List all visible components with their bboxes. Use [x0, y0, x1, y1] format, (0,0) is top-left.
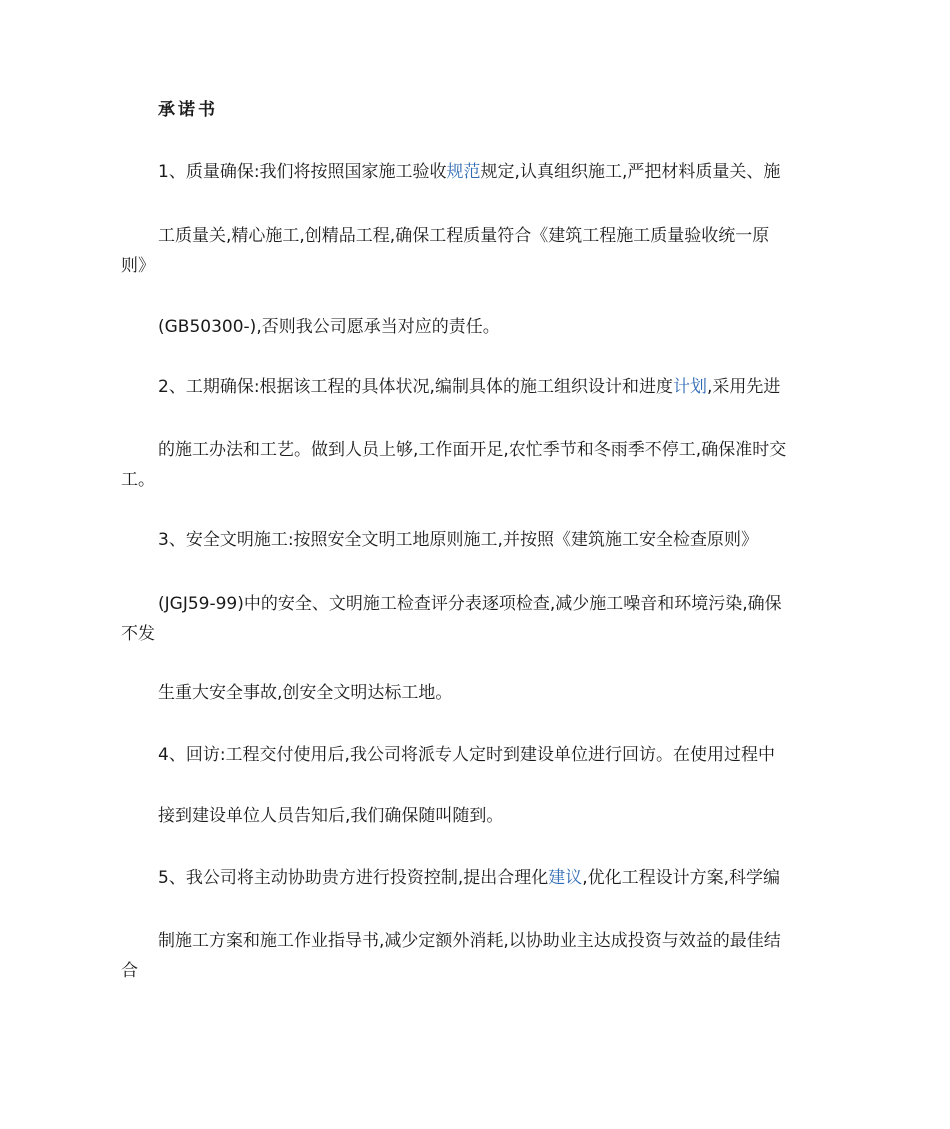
text-span: 5、我公司将主动协助贵方进行投资控制,提出合理化	[158, 868, 549, 888]
paragraph-2-line-1	[0, 371, 950, 403]
paragraph-5-line-1	[0, 862, 950, 894]
paragraph-3-line-2: (JGJ59-99)中的安全、文明施工检查评分表逐项检查,减少施工噪音和环境污染,确保	[158, 594, 782, 614]
text-span: ,采用先进	[706, 377, 781, 397]
document-title: 承诺书	[158, 100, 218, 120]
paragraph-3-line-3: 不发	[121, 624, 155, 644]
paragraph-1-line-3: 则》	[121, 256, 155, 276]
paragraph-1-line-2: 工质量关,精心施工,创精品工程,确保工程质量符合《建筑工程施工质量验收统一原	[158, 226, 770, 246]
text-span: 规定,认真组织施工,严把材料质量关、施	[480, 162, 781, 182]
text-span: ,优化工程设计方案,科学编	[582, 868, 781, 888]
paragraph-2-line-2: 的施工办法和工艺。做到人员上够,工作面开足,农忙季节和冬雨季不停工,确保准时交	[158, 440, 787, 460]
paragraph-3-line-4: 生重大安全事故,创安全文明达标工地。	[158, 683, 453, 703]
paragraph-1-line-4: (GB50300-),否则我公司愿承当对应的责任。	[158, 317, 500, 337]
text-span: 2、工期确保:根据该工程的具体状况,编制具体的施工组织设计和进度	[158, 377, 673, 397]
paragraph-2-line-3: 工。	[121, 470, 155, 490]
link-jihua[interactable]: 计划	[672, 377, 707, 397]
paragraph-1-line-1	[0, 156, 950, 188]
link-jianyi[interactable]: 建议	[548, 868, 583, 888]
text-span: 1、质量确保:我们将按照国家施工验收	[158, 162, 447, 182]
paragraph-3-line-1: 3、安全文明施工:按照安全文明工地原则施工,并按照《建筑施工安全检查原则》	[158, 530, 758, 550]
paragraph-4-line-1: 4、回访:工程交付使用后,我公司将派专人定时到建设单位进行回访。在使用过程中	[158, 745, 775, 765]
paragraph-5-line-3: 合	[121, 961, 138, 981]
paragraph-5-line-2: 制施工方案和施工作业指导书,减少定额外消耗,以协助业主达成投资与效益的最佳结	[158, 931, 781, 951]
paragraph-4-line-2: 接到建设单位人员告知后,我们确保随叫随到。	[158, 806, 504, 826]
link-guifan[interactable]: 规范	[446, 162, 481, 182]
